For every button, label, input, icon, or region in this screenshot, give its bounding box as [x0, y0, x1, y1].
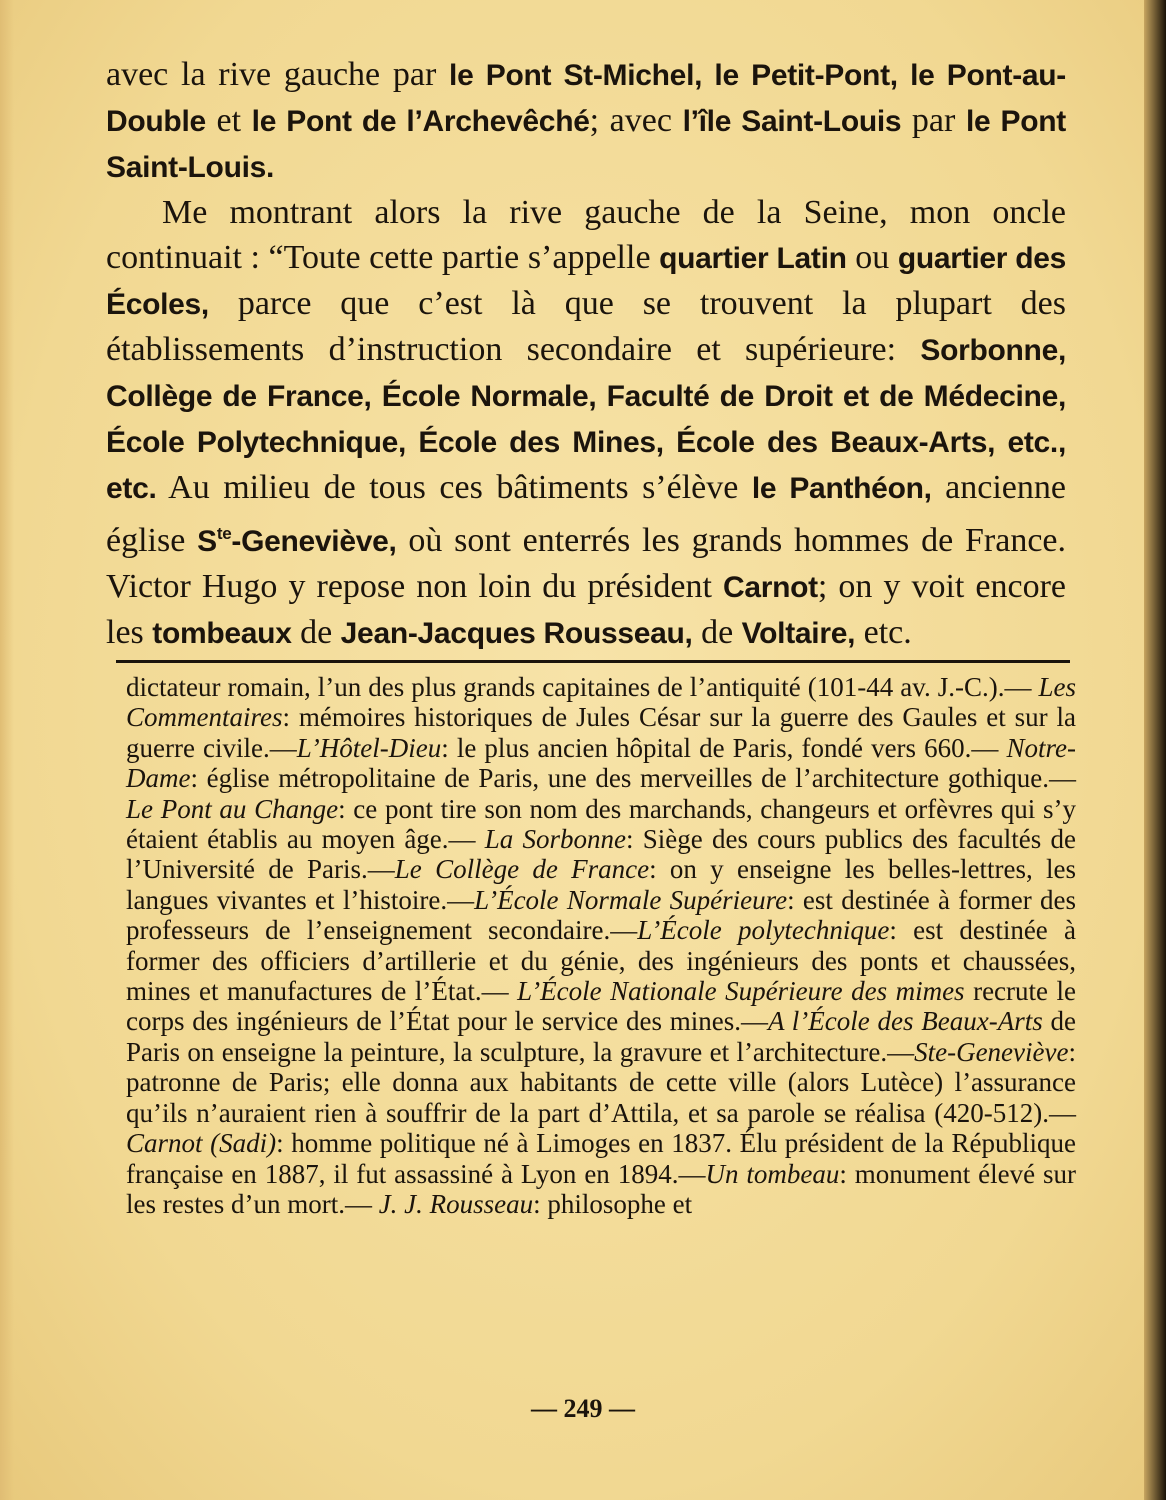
note-term: L’Hôtel-Dieu [296, 732, 442, 763]
footnotes: dictateur romain, l’un des plus grands capitaines de l’antiquité (101-44 av. J.-C.).— Les Commentaires: mémoires historiques de Jules César sur la guerre des Gaules et sur la guerre civile.—L’Hôtel-Dieu: le plus ancien hôpital de Paris, fondé vers 660.— Notre-Dame: église métropolitaine de Paris, une des merveilles de l’architecture gothique.— Le Pont au Change: ce pont tire son nom des marchands, changeurs et orfèvres qui s’y étaient établis au moyen âge.— La Sorbonne: Siège des cours publics des facultés de l’Université de Paris.—Le Collège de France: on y enseigne les belles-lettres, les langues vivantes et l’histoire.—L’École Normale Supérieure: est destinée à former des professeurs de l’enseignement secondaire.—L’École polytechnique: est destinée à former des officiers d’artillerie et du génie, des ingénieurs des ponts et chaussées, mines et manufactures de l’État.— L’École Nationale Supérieure des mimes recrute le corps des ingénieurs de l’État pour le service des mines.—A l’École des Beaux-Arts de Paris on enseigne la peinture, la sculpture, la gravure et l’architecture.—Ste-Geneviève: patronne de Paris; elle donna aux habitants de cette ville (alors Lutèce) l’assurance qu’ils n’auraient rien à souffrir de la part d’Attila, et sa parole se réalisa (420-512).—Carnot (Sadi): homme politique né à Limoges en 1837. Élu président de la République française en 1887, il fut assassiné à Lyon en 1894.—Un tombeau: monument élevé sur les restes d’un mort.— J. J. Rousseau: philosophe et [126, 672, 1077, 1219]
note-term: Le Pont au Change [126, 793, 339, 824]
bold-term: le Pont de l’Archevêché [251, 105, 590, 138]
bold-term: le Pont St-Michel, le Petit-Pont, le Pont-au-Double [106, 59, 1066, 138]
bold-term: le Panthéon, [751, 472, 932, 505]
bold-term: guartier des Écoles, [106, 242, 1067, 321]
note-term: J. J. Rousseau [378, 1188, 534, 1219]
note-term: L’École Normale Supérieure [474, 884, 788, 915]
note-term: Ste-Geneviève [914, 1036, 1069, 1067]
note-term: Notre-Dame [126, 732, 1076, 794]
note-term: La Sorbonne [484, 824, 627, 855]
note-term: L’École polytechnique [637, 915, 890, 946]
bold-term: tombeaux [152, 617, 292, 650]
paragraph-1: avec la rive gauche par le Pont St-Michel, le Petit-Pont, le Pont-au-Double et le Pont de l’Archevêché; avec l’île Saint-Louis par le Pont Saint-Louis. [106, 56, 1066, 184]
note-term: Un tombeau [705, 1158, 840, 1189]
bold-term: Sorbonne, Collège de France, École Normale, Faculté de Droit et de Médecine, École Polytechnique, École des Mines, École des Beaux-Arts, etc., etc. [106, 334, 1066, 505]
bold-term: quartier Latin [659, 242, 847, 275]
note-term: L’École Nationale Supérieure des mimes [517, 976, 965, 1007]
note-term: A l’École des Beaux-Arts [768, 1006, 1043, 1037]
note-term: Les Commentaires [126, 672, 1076, 733]
page-right-edge [1144, 0, 1166, 1500]
bold-term: l’île Saint-Louis [682, 105, 902, 138]
note-term: Le Collège de France [394, 854, 650, 885]
bold-term: Voltaire, [741, 617, 856, 650]
main-text [106, 52, 1066, 656]
footnote-divider [116, 660, 1070, 663]
page-number: — 249 — [531, 1394, 635, 1423]
note-term: Carnot (Sadi) [126, 1128, 277, 1159]
page-left-edge [0, 0, 14, 1500]
bold-term: Jean-Jacques Rousseau, [340, 617, 693, 650]
bold-term: le Pont Saint-Louis. [106, 105, 1066, 184]
bold-term: Carnot [723, 571, 818, 604]
paragraph-2: Me montrant alors la rive gauche de la Seine, mon oncle continuait : “Toute cette partie s’appelle quartier Latin ou guartier des Écoles, parce que c’est là que se trouvent la plupart des établissements d’instruction secondaire et supérieure: Sorbonne, Collège de France, École Normale, Faculté de Droit et de Médecine, École Polytechnique, École des Mines, École des Beaux-Arts, etc., etc. Au milieu de tous ces bâtiments s’élève le Panthéon, ancienne église $S^{te}$-Geneviève, où sont enterrés les grands hommes de France. Victor Hugo y repose non loin du président Carnot; on y voit encore les tombeaux de Jean-Jacques Rousseau, de Voltaire, etc. [106, 194, 1067, 651]
bold-term: $S^{te}$-Geneviève, [197, 524, 397, 558]
